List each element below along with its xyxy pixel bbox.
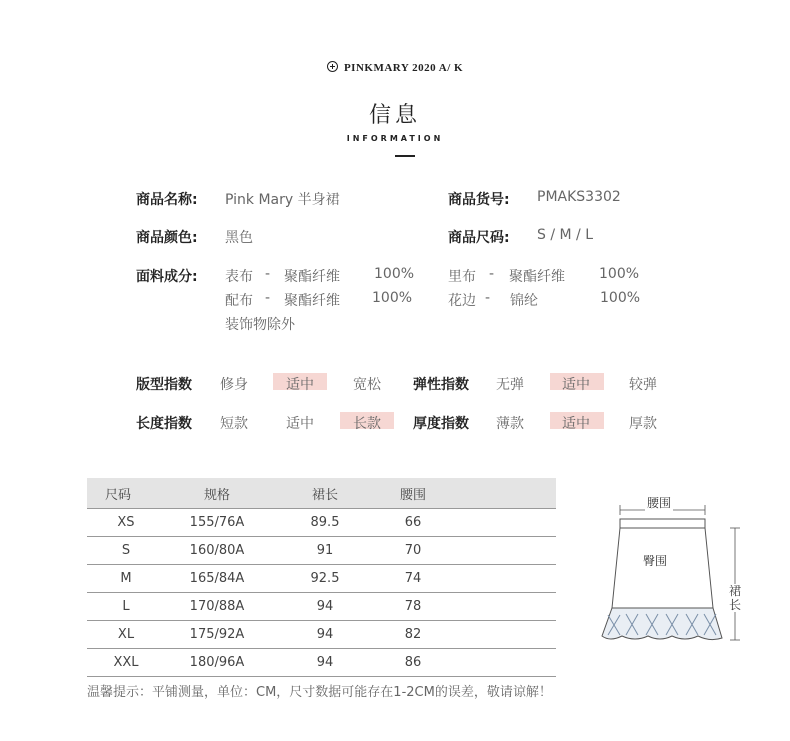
fabric-dash: - [485,290,491,306]
thickness-option: 薄款 [496,416,524,432]
thickness-option: 厚款 [629,416,657,432]
cell-spec: 165/84A [165,565,269,593]
cell-waist: 78 [381,593,445,621]
fit-option: 修身 [220,377,248,393]
header-spec: 规格 [165,478,269,509]
code-value: PMAKS3302 [537,189,621,205]
cell-length: 91 [269,537,381,565]
fabric-part: 表布 [225,269,253,285]
table-row [87,509,556,537]
cell-waist: 82 [381,621,445,649]
cell-spec: 180/96A [165,649,269,677]
fabric-material: 聚酯纤维 [284,293,340,309]
cell-size: L [87,593,165,621]
fabric-part: 配布 [225,293,253,309]
fabric-part: 花边 [448,293,476,309]
cell-empty [445,649,556,677]
cell-spec: 170/88A [165,593,269,621]
cell-empty [445,593,556,621]
fabric-percent: 100% [600,290,641,306]
fabric-percent: 100% [374,266,415,282]
table-row [87,565,556,593]
cell-spec: 175/92A [165,621,269,649]
cell-waist: 70 [381,537,445,565]
stretch-index-label: 弹性指数 [413,377,469,393]
cell-empty [445,537,556,565]
fabric-part: 里布 [448,269,476,285]
length-index-label: 长度指数 [136,416,192,432]
cell-waist: 86 [381,649,445,677]
brand-text: PINKMARY 2020 A/ K [343,62,464,74]
length-option: 短款 [220,416,248,432]
table-row [87,621,556,649]
table-row [87,649,556,677]
stretch-option-selected: 适中 [562,377,590,393]
cell-waist: 74 [381,565,445,593]
cell-size: M [87,565,165,593]
brand-line [0,61,790,74]
cell-empty [445,621,556,649]
name-label: 商品名称: [136,192,198,208]
size-value: S / M / L [537,227,593,243]
cell-length: 94 [269,621,381,649]
size-label: 商品尺码: [448,230,510,246]
cell-spec: 155/76A [165,509,269,537]
name-value: Pink Mary 半身裙 [225,192,340,208]
cell-length: 92.5 [269,565,381,593]
fabric-percent: 100% [599,266,640,282]
table-row [87,593,556,621]
cell-size: XS [87,509,165,537]
cell-length: 94 [269,593,381,621]
fit-option: 宽松 [353,377,381,393]
hip-label: 臀围 [643,554,668,568]
measurement-note: 温馨提示：平铺测量，单位：CM，尺寸数据可能存在1-2CM的误差，敬请谅解！ [87,685,552,700]
stretch-option: 较弹 [629,377,657,393]
color-label: 商品颜色: [136,230,198,246]
table-row [87,537,556,565]
section-subtitle: INFORMATION [346,134,444,143]
fabric-material: 聚酯纤维 [509,269,565,285]
cell-empty [445,565,556,593]
fabric-dash: - [265,290,271,306]
cell-empty [445,509,556,537]
fabric-label: 面料成分: [136,269,198,285]
stretch-option: 无弹 [496,377,524,393]
length-option: 适中 [286,416,314,432]
header-length: 裙长 [269,478,381,509]
fabric-material: 聚酯纤维 [284,269,340,285]
size-table [87,478,556,677]
thickness-index-label: 厚度指数 [413,416,469,432]
header-empty [445,478,556,509]
fabric-percent: 100% [372,290,413,306]
plus-circle-icon [327,61,338,72]
cell-spec: 160/80A [165,537,269,565]
cell-length: 94 [269,649,381,677]
fabric-material: 锦纶 [510,293,538,309]
table-header-row [87,478,556,509]
section-title: 信息 [368,103,421,128]
fabric-dash: - [265,266,271,282]
cell-size: XXL [87,649,165,677]
color-value: 黑色 [225,230,253,246]
header-size: 尺码 [87,478,165,509]
header-waist: 腰围 [381,478,445,509]
cell-size: S [87,537,165,565]
cell-size: XL [87,621,165,649]
fit-index-label: 版型指数 [136,377,192,393]
code-label: 商品货号: [448,192,510,208]
cell-length: 89.5 [269,509,381,537]
skirt-diagram [590,490,760,655]
fit-option-selected: 适中 [286,377,314,393]
title-divider [395,155,415,157]
cell-waist: 66 [381,509,445,537]
fabric-note: 装饰物除外 [225,317,295,333]
length-label: 裙长 [729,584,742,612]
fabric-dash: - [489,266,495,282]
thickness-option-selected: 适中 [562,416,590,432]
waist-label: 腰围 [647,496,672,510]
length-option-selected: 长款 [353,416,381,432]
